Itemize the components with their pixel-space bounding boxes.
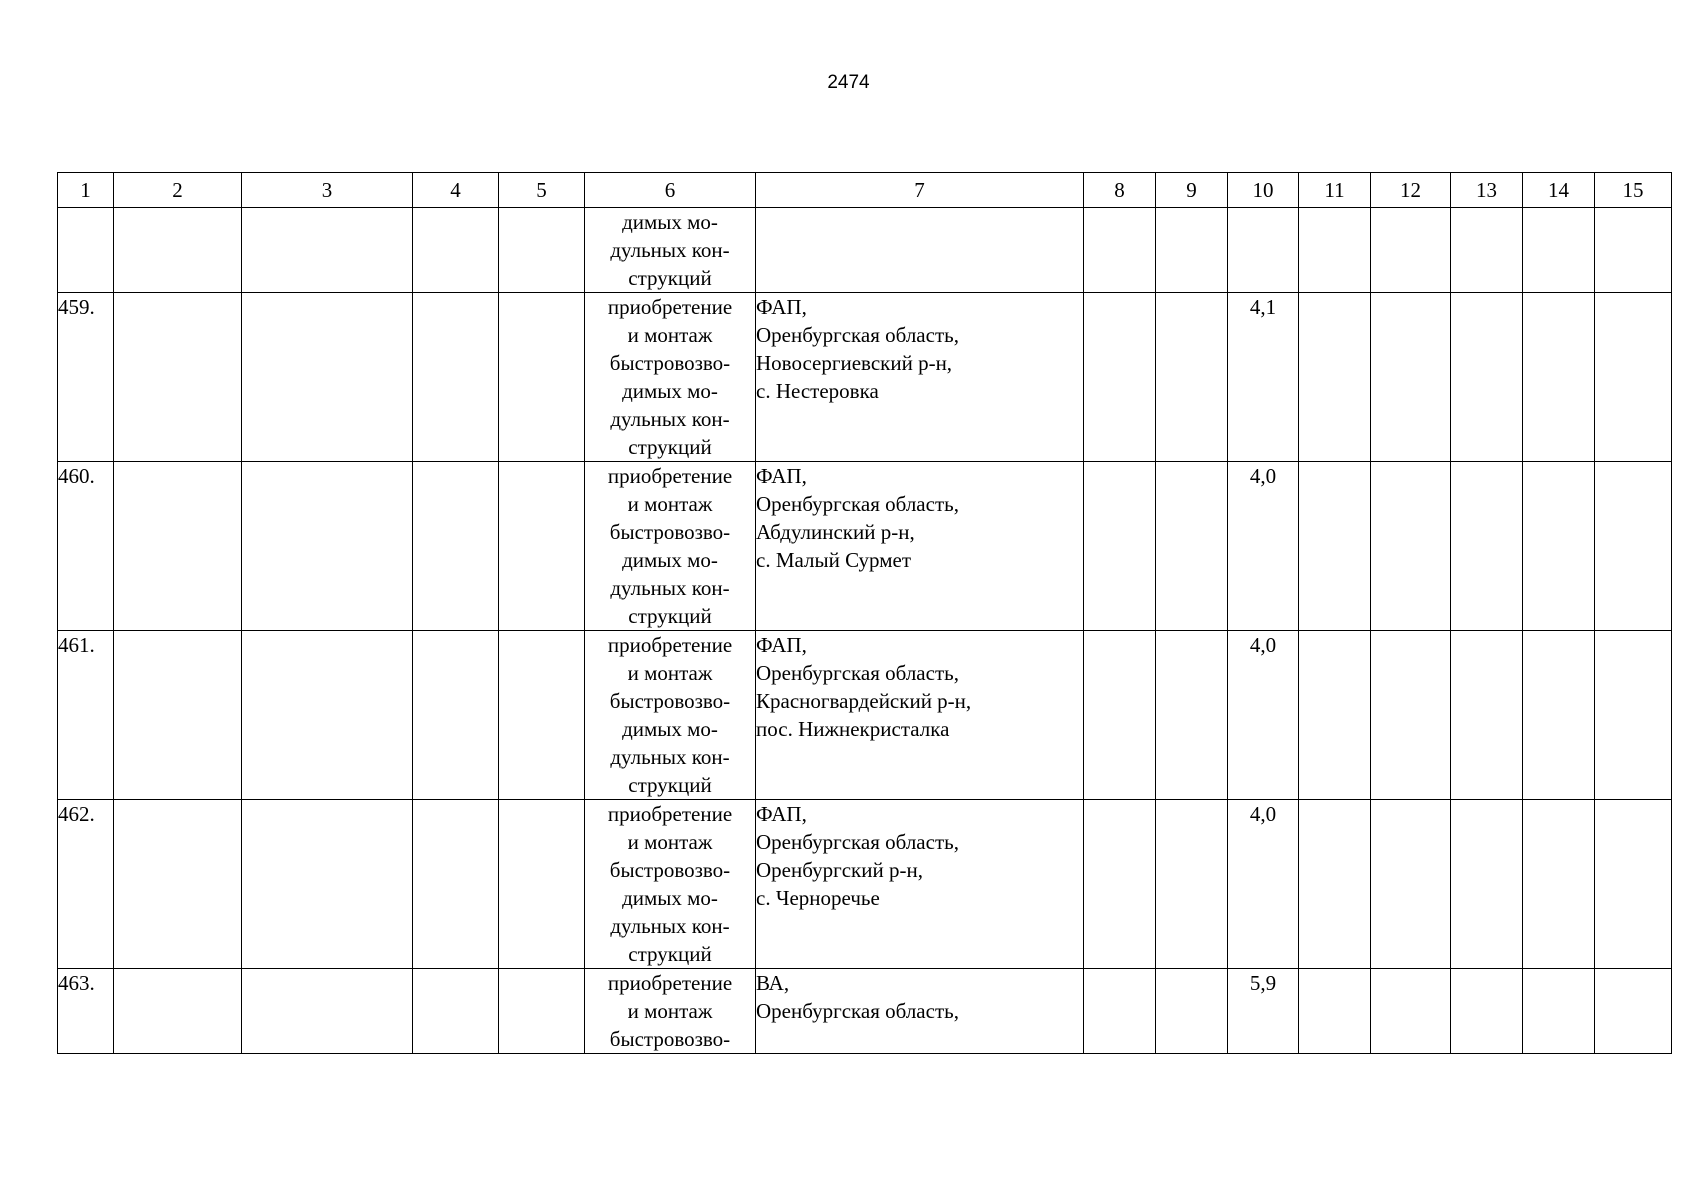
table-cell (1595, 208, 1672, 293)
table-cell (1523, 462, 1595, 631)
table-cell (1299, 293, 1371, 462)
table-cell (1156, 462, 1228, 631)
value-cell: 4,0 (1228, 462, 1299, 631)
table-cell (114, 208, 242, 293)
row-number: 463. (58, 969, 114, 1054)
row-number: 460. (58, 462, 114, 631)
table-cell (1371, 208, 1451, 293)
column-header: 10 (1228, 173, 1299, 208)
table-cell (413, 631, 499, 800)
value-cell (1228, 208, 1299, 293)
table-cell (1371, 969, 1451, 1054)
table-cell (114, 969, 242, 1054)
header-row (58, 173, 1672, 208)
table-cell (1156, 208, 1228, 293)
work-type-cell: приобретение и монтаж быстровозво- (585, 969, 756, 1054)
table-cell (499, 208, 585, 293)
table-cell (1084, 208, 1156, 293)
table-cell (1451, 293, 1523, 462)
object-cell: ВА, Оренбургская область, (756, 969, 1084, 1054)
table-cell (499, 969, 585, 1054)
table-cell (1371, 800, 1451, 969)
table-cell (499, 293, 585, 462)
work-type-cell: приобретение и монтаж быстровозво- димых мо- дульных кон- струкций (585, 800, 756, 969)
value-cell: 4,1 (1228, 293, 1299, 462)
column-header: 5 (499, 173, 585, 208)
work-type-cell: димых мо- дульных кон- струкций (585, 208, 756, 293)
table-cell (1156, 800, 1228, 969)
table-cell (242, 631, 413, 800)
table-cell (1523, 631, 1595, 800)
object-cell: ФАП, Оренбургская область, Новосергиевский р-н, с. Нестеровка (756, 293, 1084, 462)
table-cell (1451, 208, 1523, 293)
value-cell: 5,9 (1228, 969, 1299, 1054)
table-row (58, 462, 1672, 631)
table-cell (1371, 462, 1451, 631)
table-cell (1523, 293, 1595, 462)
table-cell (499, 631, 585, 800)
table-cell (1299, 969, 1371, 1054)
object-cell: ФАП, Оренбургская область, Абдулинский р-н, с. Малый Сурмет (756, 462, 1084, 631)
table-cell (1595, 631, 1672, 800)
table-cell (1299, 631, 1371, 800)
table-cell (1523, 800, 1595, 969)
table-cell (1595, 969, 1672, 1054)
table-row (58, 969, 1672, 1054)
table-cell (413, 208, 499, 293)
object-cell: ФАП, Оренбургская область, Красногвардейский р-н, пос. Нижнекристалка (756, 631, 1084, 800)
table-cell (1299, 208, 1371, 293)
table-cell (499, 800, 585, 969)
table-row (58, 293, 1672, 462)
table-cell (1371, 293, 1451, 462)
column-header: 1 (58, 173, 114, 208)
table-cell (242, 293, 413, 462)
column-header: 12 (1371, 173, 1451, 208)
column-header: 15 (1595, 173, 1672, 208)
table-row (58, 631, 1672, 800)
table-cell (1523, 208, 1595, 293)
table-cell (114, 800, 242, 969)
table-cell (1156, 293, 1228, 462)
table-cell (1156, 969, 1228, 1054)
table-row (58, 208, 1672, 293)
table-cell (1595, 800, 1672, 969)
column-header: 14 (1523, 173, 1595, 208)
row-number: 462. (58, 800, 114, 969)
column-header: 8 (1084, 173, 1156, 208)
object-cell (756, 208, 1084, 293)
table-cell (413, 462, 499, 631)
work-type-cell: приобретение и монтаж быстровозво- димых мо- дульных кон- струкций (585, 631, 756, 800)
table-cell (413, 293, 499, 462)
table-cell (1084, 800, 1156, 969)
table-cell (242, 800, 413, 969)
table-cell (413, 969, 499, 1054)
column-header: 9 (1156, 173, 1228, 208)
column-header: 3 (242, 173, 413, 208)
table-cell (114, 631, 242, 800)
table-cell (1451, 462, 1523, 631)
table-cell (114, 293, 242, 462)
table-cell (1595, 462, 1672, 631)
table-cell (1451, 800, 1523, 969)
column-header: 2 (114, 173, 242, 208)
column-header: 11 (1299, 173, 1371, 208)
work-type-cell: приобретение и монтаж быстровозво- димых мо- дульных кон- струкций (585, 293, 756, 462)
value-cell: 4,0 (1228, 631, 1299, 800)
row-number (58, 208, 114, 293)
table-cell (114, 462, 242, 631)
table-cell (1523, 969, 1595, 1054)
data-table (57, 172, 1672, 1054)
table-cell (242, 462, 413, 631)
table-row (58, 800, 1672, 969)
table-cell (1299, 800, 1371, 969)
value-cell: 4,0 (1228, 800, 1299, 969)
table-cell (242, 208, 413, 293)
page-number: 2474 (827, 72, 870, 93)
table-cell (1451, 631, 1523, 800)
table-cell (1084, 293, 1156, 462)
column-header: 4 (413, 173, 499, 208)
table-cell (1084, 462, 1156, 631)
object-cell: ФАП, Оренбургская область, Оренбургский р-н, с. Черноречье (756, 800, 1084, 969)
table-cell (1299, 462, 1371, 631)
row-number: 459. (58, 293, 114, 462)
column-header: 13 (1451, 173, 1523, 208)
column-header: 6 (585, 173, 756, 208)
table-cell (1156, 631, 1228, 800)
work-type-cell: приобретение и монтаж быстровозво- димых мо- дульных кон- струкций (585, 462, 756, 631)
table-cell (413, 800, 499, 969)
column-header: 7 (756, 173, 1084, 208)
table-cell (1595, 293, 1672, 462)
table-cell (1084, 969, 1156, 1054)
table-cell (1084, 631, 1156, 800)
table-cell (1451, 969, 1523, 1054)
row-number: 461. (58, 631, 114, 800)
table-cell (499, 462, 585, 631)
table-cell (1371, 631, 1451, 800)
table-cell (242, 969, 413, 1054)
